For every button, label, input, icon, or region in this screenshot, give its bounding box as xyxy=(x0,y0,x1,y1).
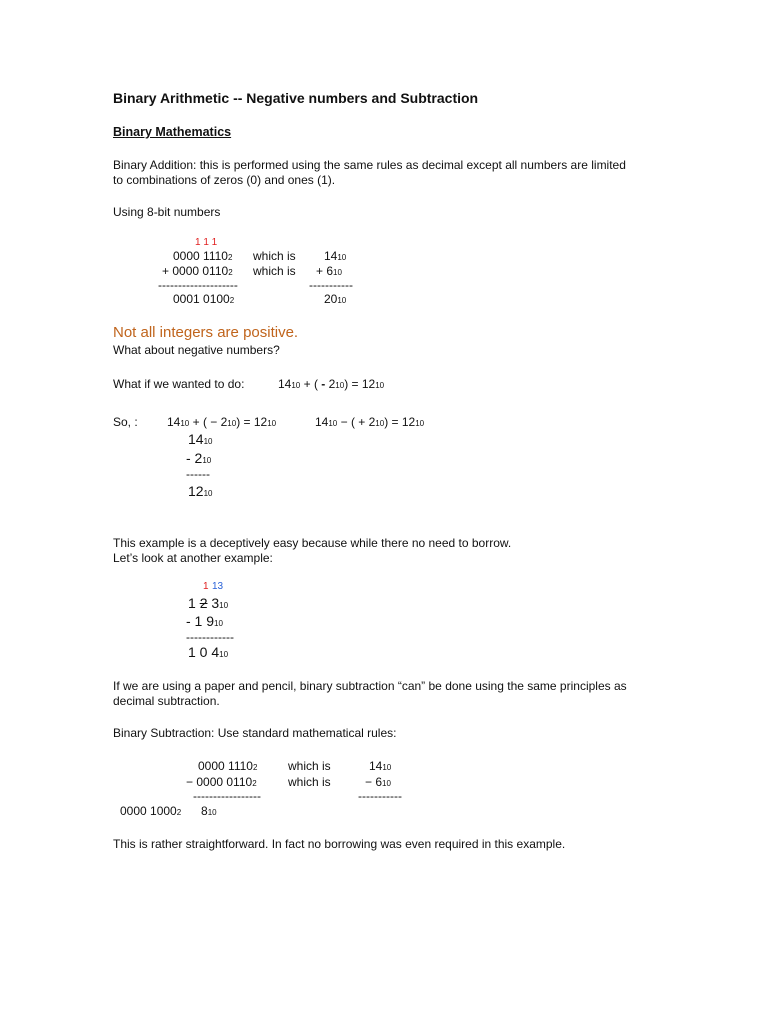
so-e2-base-1: 10 xyxy=(328,419,338,428)
sub-result-decimal xyxy=(201,804,217,818)
so-e2-base-2: 10 xyxy=(375,419,385,428)
add-row2-binary xyxy=(162,264,233,278)
paper-pencil-line-1: If we are using a paper and pencil, binary subtraction “can” be done using the same principles as xyxy=(113,679,627,693)
sub-row2-dec-base: 10 xyxy=(382,779,391,788)
sub-row1-dec-number: 14 xyxy=(369,759,383,773)
add-row2-number: + 0000 0110 xyxy=(162,264,229,278)
using-8bit-label: Using 8-bit numbers xyxy=(113,205,221,219)
what-if-expression xyxy=(278,377,384,391)
what-if-c: 2 xyxy=(325,377,336,391)
sub-result-dec-base: 10 xyxy=(207,808,217,817)
add-rule-right: ----------- xyxy=(309,278,353,292)
so-e1-base-2: 10 xyxy=(227,419,237,428)
add-result-decimal xyxy=(324,292,346,306)
sub-row2-number: − 0000 0110 xyxy=(186,775,253,789)
sub-row1-dec-base: 10 xyxy=(382,763,392,772)
binary-sub-rules: Binary Subtraction: Use standard mathematical rules: xyxy=(113,726,397,740)
sub-row2-base: 2 xyxy=(252,779,257,788)
so-e2-base-3: 10 xyxy=(415,419,425,428)
add-row2-which: which is xyxy=(253,264,296,278)
so-expression-2 xyxy=(315,415,424,429)
so-e1-b: + ( − 2 xyxy=(189,415,228,429)
sub-row1-number: 0000 1110 xyxy=(198,759,253,773)
what-if-label: What if we wanted to do: xyxy=(113,377,245,391)
add-row1-binary xyxy=(173,249,232,263)
dec-sub2-top-a: 1 xyxy=(188,595,200,611)
add-result-dec-base: 10 xyxy=(337,296,347,305)
dec-sub2-result-base: 10 xyxy=(219,650,229,659)
dec-sub1-result-number: 12 xyxy=(188,483,204,499)
sub-row1-decimal xyxy=(369,759,391,773)
so-e1-base-3: 10 xyxy=(267,419,277,428)
add-rule-left: -------------------- xyxy=(158,278,238,292)
borrow-red-digit: 1 xyxy=(203,581,209,592)
section-heading: Binary Mathematics xyxy=(113,125,232,139)
sub-row2-decimal xyxy=(365,775,391,789)
so-e2-c: ) = 12 xyxy=(384,415,416,429)
so-e1-base-1: 10 xyxy=(180,419,190,428)
dec-sub1-top-number: 14 xyxy=(188,431,204,447)
add-row1-which: which is xyxy=(253,249,296,263)
add-row2-dec-base: 10 xyxy=(333,268,342,277)
dec-sub2-top-base: 10 xyxy=(219,601,229,610)
add-row2-dec-number: + 6 xyxy=(316,264,334,278)
sub-result-number: 0000 1000 xyxy=(120,804,177,818)
dec-sub1-top xyxy=(188,431,212,448)
dec-sub2-mid xyxy=(186,613,223,630)
add-row1-dec-base: 10 xyxy=(337,253,347,262)
sub-result-base: 2 xyxy=(176,808,182,817)
page-title: Binary Arithmetic -- Negative numbers and Subtraction xyxy=(113,90,479,106)
sub-row2-which: which is xyxy=(288,775,331,789)
dec-sub1-result-base: 10 xyxy=(203,489,213,498)
dec-sub2-top-b: 3 xyxy=(207,595,220,611)
so-e2-b: − ( + 2 xyxy=(337,415,376,429)
add-row1-decimal xyxy=(324,249,346,263)
what-if-base-2: 10 xyxy=(335,381,345,390)
what-if-d: ) = 12 xyxy=(344,377,376,391)
what-if-minus: - xyxy=(321,377,326,391)
add-row2-decimal xyxy=(316,264,342,278)
so-e1-c: ) = 12 xyxy=(236,415,268,429)
sub-rule-right: ----------- xyxy=(358,789,402,803)
add-row2-base: 2 xyxy=(228,268,233,277)
dec-sub2-top xyxy=(188,595,228,612)
borrow-blue-digits: 13 xyxy=(212,581,224,592)
sub-rule-left: ----------------- xyxy=(193,789,261,803)
add-result-binary xyxy=(173,292,234,306)
so-label: So, : xyxy=(113,415,138,429)
sub-result-dec-number: 8 xyxy=(201,804,208,818)
sub-row1-binary xyxy=(198,759,257,773)
add-row1-base: 2 xyxy=(227,253,233,262)
sub-row1-which: which is xyxy=(288,759,331,773)
dec-sub1-mid-base: 10 xyxy=(202,456,212,465)
sub-row2-dec-number: − 6 xyxy=(365,775,383,789)
dec-sub1-mid xyxy=(186,450,211,467)
dec-sub2-result-number: 1 0 4 xyxy=(188,644,220,660)
dec-sub1-result xyxy=(188,483,212,500)
dec-sub2-top-struck: 2 xyxy=(199,595,208,611)
carry-digits: 1 1 1 xyxy=(195,237,218,248)
dec-sub1-rule: ------ xyxy=(186,467,210,481)
dec-sub1-top-base: 10 xyxy=(203,437,213,446)
negative-question: What about negative numbers? xyxy=(113,343,280,357)
dec-sub2-result xyxy=(188,644,228,661)
not-all-positive-heading: Not all integers are positive. xyxy=(113,324,299,341)
add-result-dec-number: 20 xyxy=(324,292,338,306)
sub-row1-base: 2 xyxy=(252,763,258,772)
add-result-base: 2 xyxy=(229,296,235,305)
dec-sub2-mid-base: 10 xyxy=(214,619,223,628)
dec-sub2-rule: ------------ xyxy=(186,630,234,644)
add-row1-dec-number: 14 xyxy=(324,249,338,263)
what-if-b: + ( xyxy=(300,377,322,391)
what-if-base-3: 10 xyxy=(375,381,385,390)
add-result-number: 0001 0100 xyxy=(173,292,230,306)
addition-paragraph-line-2: to combinations of zeros (0) and ones (1). xyxy=(113,173,336,187)
paper-pencil-line-2: decimal subtraction. xyxy=(113,694,220,708)
addition-paragraph-line-1: Binary Addition: this is performed using the same rules as decimal except all numbers are limited xyxy=(113,158,626,172)
straightforward-text: This is rather straightforward. In fact no borrowing was even required in this example. xyxy=(113,837,566,851)
deceptive-line-1: This example is a deceptively easy because while there no need to borrow. xyxy=(113,536,512,550)
dec-sub1-mid-number: - 2 xyxy=(186,450,203,466)
add-row1-number: 0000 1110 xyxy=(173,249,228,263)
deceptive-line-2: Let’s look at another example: xyxy=(113,551,273,565)
so-e1-a: 14 xyxy=(167,415,181,429)
dec-sub2-mid-number: - 1 9 xyxy=(186,613,215,629)
what-if-base-1: 10 xyxy=(291,381,301,390)
sub-result-binary xyxy=(120,804,181,818)
sub-row2-binary xyxy=(186,775,257,789)
so-expression-1 xyxy=(167,415,276,429)
so-e2-a: 14 xyxy=(315,415,329,429)
what-if-a: 14 xyxy=(278,377,292,391)
